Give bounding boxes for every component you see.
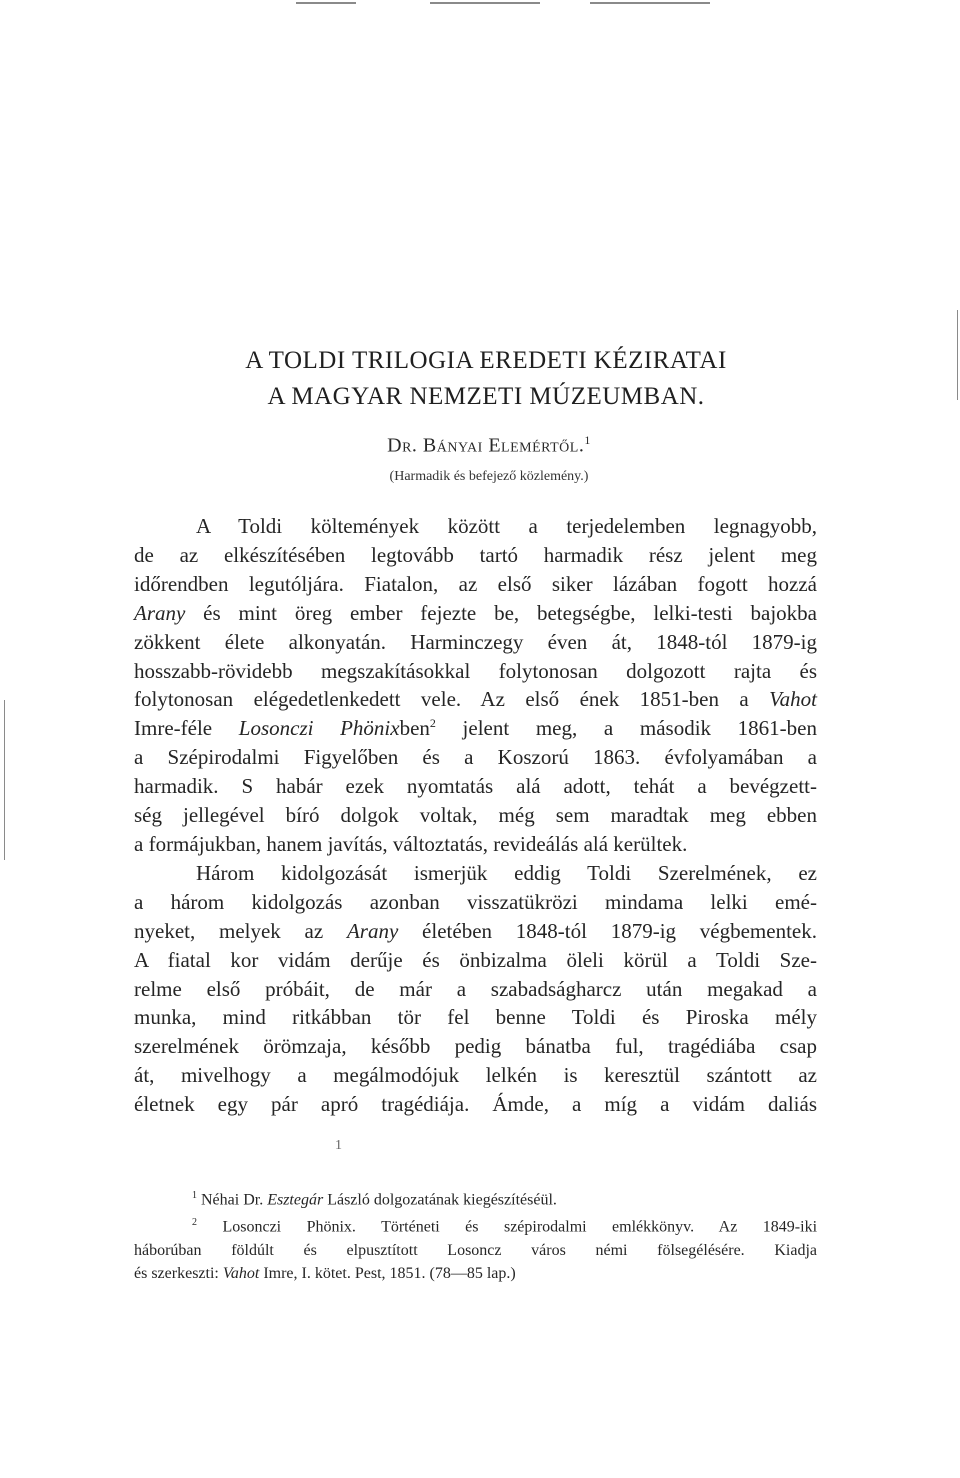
author-name-italic: Arany: [346, 918, 399, 943]
footnote-2-line-1: $^2$ Losonczi Phönix. Történeti és szépirodalmi emlékkönyv. Az 1849-iki: [192, 1217, 818, 1236]
body-line: szerelmének örömzaja, később pedig bánatba ful, tragédiába csap: [134, 1034, 817, 1059]
body-line: a formájukban, hanem javítás, változtatás, revideálás alá kerültek.: [134, 831, 688, 856]
footnote-ref-2: 2: [429, 716, 436, 731]
article-title-line-2: A MAGYAR NEMZETI MÚZEUMBAN.: [267, 383, 705, 410]
footnote-2-line-2: háborúban földúlt és elpusztított Losoncz város némi fölsegélésére. Kiadja: [134, 1241, 817, 1259]
body-line: de az elkészítésében legtovább tartó harmadik rész jelent meg: [134, 542, 817, 567]
scan-top-edge-2: [430, 2, 540, 4]
body-line: relme első próbáit, de már a szabadságharcz után megakad a: [134, 976, 817, 1001]
body-line: harmadik. S habár ezek nyomtatás alá adott, tehát a bevégzett-: [134, 774, 817, 799]
body-line: munka, mind ritkábban tör fel benne Toldi és Piroska mély: [134, 1005, 817, 1030]
body-line: időrendben legutóljára. Fiatalon, az első siker lázában fogott hozzá: [134, 571, 817, 596]
page-signature-mark: 1: [335, 1138, 342, 1153]
scan-top-edge-1: [296, 2, 356, 4]
body-line: A fiatal kor vidám derűje és önbizalma öleli körül a Toldi Sze-: [134, 947, 817, 972]
publication-title-italic: Losonczi Phönix: [238, 716, 400, 741]
body-line: zökkent élete alkonyatán. Harminczegy éven át, 1848-tól 1879-ig: [134, 629, 817, 654]
footnotes: [134, 1184, 817, 1285]
body-line: Imre-féle Losonczi Phönixben$^2$ jelent meg, a második 1861-ben: [134, 716, 817, 741]
body-line: át, mivelhogy a megálmodójuk lelkén is keresztül szántott az: [134, 1063, 817, 1088]
body-line: életnek egy pár apró tragédiája. Ámde, a míg a vidám daliás: [134, 1092, 817, 1117]
scan-top-edge-3: [590, 2, 710, 4]
body-line: a három kidolgozás azonban visszatükrözi mindama lelki emé-: [134, 889, 817, 914]
footnote-1: $^1$ Néhai Dr. Esztegár László dolgozatának kiegészítéséül.: [192, 1190, 557, 1209]
article-body: [134, 512, 817, 1119]
body-line: Arany és mint öreg ember fejezte be, betegségbe, lelki-testi bajokba: [134, 600, 817, 625]
body-line: nyeket, melyek az Arany életében 1848-tól 1879-ig végbementek.: [134, 918, 817, 943]
paragraph-1: [134, 512, 817, 859]
body-line: folytonosan elégedetlenkedett vele. Az első ének 1851-ben a Vahot: [134, 687, 817, 712]
author-name-italic: Arany: [134, 600, 186, 625]
body-line: Három kidolgozását ismerjük eddig Toldi Szerelmének, ez: [196, 860, 817, 885]
body-line: A Toldi költemények között a terjedelemben legnagyobb,: [196, 514, 817, 538]
author-name: Dr. Bányai Elemértől.: [387, 434, 585, 457]
article-subtitle: (Harmadik és befejező közlemény.): [389, 468, 589, 484]
paragraph-2: [134, 859, 817, 1119]
scan-left-edge: [4, 700, 5, 860]
title-block: [0, 343, 960, 487]
author-byline: [18, 425, 960, 461]
article-title-line-1: A TOLDI TRILOGIA EREDETI KÉZIRATAI: [245, 347, 727, 374]
body-line: ség jellegével bíró dolgok voltak, még sem maradtak meg ebben: [134, 803, 817, 828]
body-line: a Szépirodalmi Figyelőben és a Koszorú 1863. évfolyamában a: [134, 745, 817, 770]
author-footnote-ref: 1: [584, 433, 591, 447]
body-line: hosszabb-rövidebb megszakításokkal folytonosan dolgozott rajta és: [134, 658, 817, 683]
surname-italic: Vahot: [769, 687, 817, 712]
footnote-2-line-3: és szerkeszti: Vahot Imre, I. kötet. Pest, 1851. (78—85 lap.): [134, 1264, 516, 1282]
